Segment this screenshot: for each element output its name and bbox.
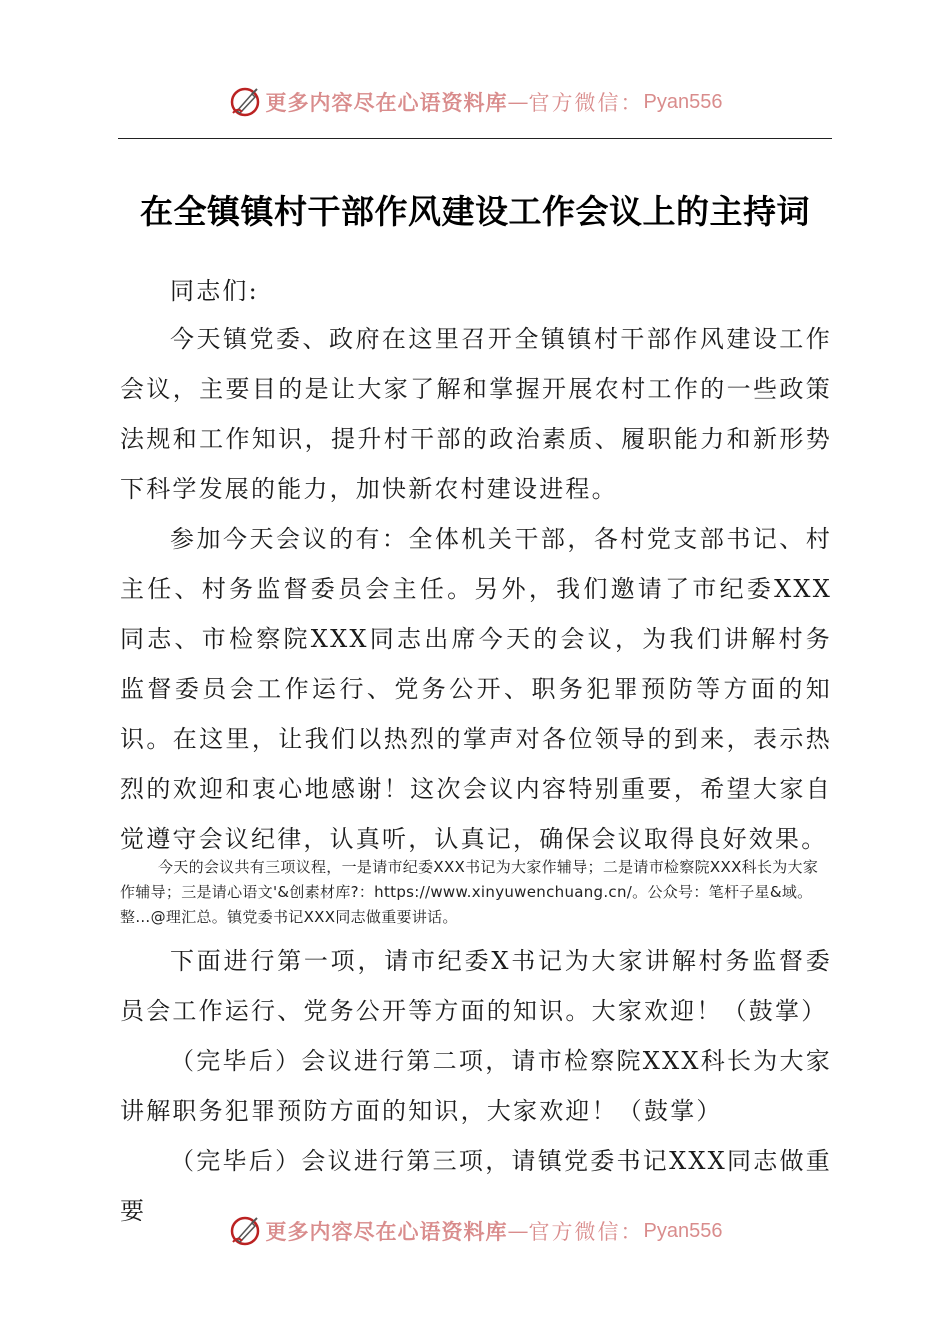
banner-wechat-id: Pyan556 (643, 90, 723, 113)
header-divider (118, 138, 832, 139)
body-paragraph-2: 参加今天会议的有：全体机关干部，各村党支部书记、村主任、村务监督委员会主任。另外，我们邀请了市纪委XXX同志、市检察院XXX同志出席今天的会议，为我们讲解村务监督委员会工作运行、党务公开、职务犯罪预防等方面的知识。在这里，让我们以热烈的掌声对各位领导的到来，表示热烈的欢迎和衷心地感谢！这次会议内容特别重要，希望大家自觉遵守会议纪律，认真听，认真记，确保会议取得良好效果。 (120, 525, 832, 853)
quill-pen-logo-icon (228, 1214, 262, 1248)
banner-wechat-label: 官方微信： (528, 1220, 644, 1244)
banner-wechat-id: Pyan556 (643, 1219, 723, 1242)
banner-separator: — (507, 1219, 529, 1243)
body-paragraph-5: （完毕后）会议进行第三项，请镇党委书记XXX同志做重要 (120, 1147, 832, 1225)
header-banner (0, 82, 950, 122)
footer-banner (0, 1211, 950, 1251)
body-paragraph-3: 下面进行第一项，请市纪委X书记为大家讲解村务监督委员会工作运行、党务公开等方面的知识。大家欢迎！（鼓掌） (120, 947, 832, 1025)
banner-brand-text: 更多内容尽在心语资料库 (265, 1219, 508, 1244)
agenda-note-paragraph: 今天的会议共有三项议程，一是请市纪委XXX书记为大家作辅导；二是请市检察院XXX科长为大家作辅导；三是请心语文'&创素材库?：https://www.xinyuwenchuang.cn/。公众号：笔杆子星&域。整…@理汇总。镇党委书记XXX同志做重要讲话。 (120, 858, 819, 926)
quill-pen-logo-icon (228, 85, 262, 119)
body-paragraph-4: （完毕后）会议进行第二项，请市检察院XXX科长为大家讲解职务犯罪预防方面的知识，大家欢迎！（鼓掌） (120, 1047, 832, 1125)
body-paragraph-1: 今天镇党委、政府在这里召开全镇镇村干部作风建设工作会议，主要目的是让大家了解和掌握开展农村工作的一些政策法规和工作知识，提升村干部的政治素质、履职能力和新形势下科学发展的能力，加快新农村建设进程。 (120, 325, 832, 503)
document-title: 在全镇镇村干部作风建设工作会议上的主持词 (140, 192, 810, 231)
banner-wechat-label: 官方微信： (528, 91, 644, 115)
banner-separator: — (507, 90, 529, 114)
banner-brand-text: 更多内容尽在心语资料库 (265, 90, 508, 115)
greeting-paragraph: 同志们: (170, 277, 259, 305)
